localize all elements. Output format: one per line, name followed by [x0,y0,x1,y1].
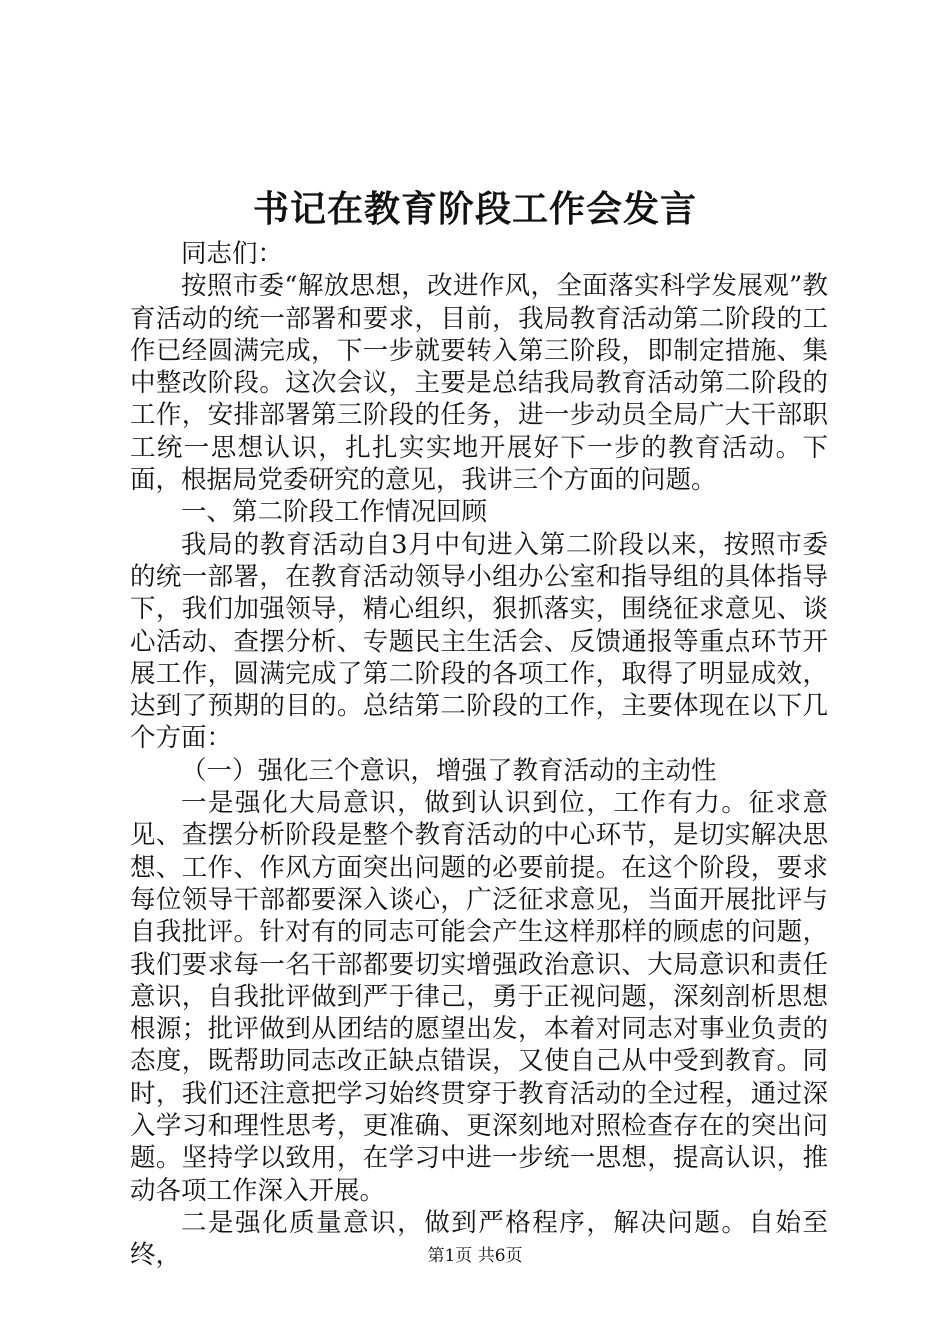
salutation-paragraph: 同志们： [181,239,284,269]
page-number-footer: 第1页 共6页 [427,1246,523,1266]
subsection-heading-1: （一）强化三个意识，增强了教育活动的主动性 [181,755,717,786]
review-paragraph: 我局的教育活动自3月中旬进入第二阶段以来，按照市委的统一部署，在教育活动领导小组办公室和指导组的具体指导下，我们加强领导，精心组织，狠抓落实，围绕征求意见、谈心活动、查摆分析、专题民主生活会、反馈通报等重点环节开展工作，圆满完成了第二阶段的各项工作，取得了明显成效，达到了预期的目的。总结第二阶段的工作，主要体现在以下几个方面： [130,529,828,754]
point-two-paragraph: 二是强化质量意识，做到严格程序，解决问题。自始至终， [130,1207,828,1271]
document-body [130,238,828,1272]
document-title: 书记在教育阶段工作会发言 [252,188,697,230]
intro-paragraph: 按照市委“解放思想，改进作风，全面落实科学发展观”教育活动的统一部署和要求，目前，我局教育活动第二阶段的工作已经圆满完成，下一步就要转入第三阶段，即制定措施、集中整改阶段。这次会议，主要是总结我局教育活动第二阶段的工作，安排部署第三阶段的任务，进一步动员全局广大干部职工统一思想认识，扎扎实实地开展好下一步的教育活动。下面，根据局党委研究的意见，我讲三个方面的问题。 [130,271,828,496]
section-heading-1: 一、第二阶段工作情况回顾 [181,497,488,528]
point-one-paragraph: 一是强化大局意识，做到认识到位，工作有力。征求意见、查摆分析阶段是整个教育活动的中心环节，是切实解决思想、工作、作风方面突出问题的必要前提。在这个阶段，要求每位领导干部都要深入谈心，广泛征求意见，当面开展批评与自我批评。针对有的同志可能会产生这样那样的顾虑的问题，我们要求每一名干部都要切实增强政治意识、大局意识和责任意识，自我批评做到严于律己，勇于正视问题，深刻剖析思想根源；批评做到从团结的愿望出发，本着对同志对事业负责的态度，既帮助同志改正缺点错误，又使自己从中受到教育。同时，我们还注意把学习始终贯穿于教育活动的全过程，通过深入学习和理性思考，更准确、更深刻地对照检查存在的突出问题。坚持学以致用，在学习中进一步统一思想，提高认识，推动各项工作深入开展。 [130,788,828,1206]
